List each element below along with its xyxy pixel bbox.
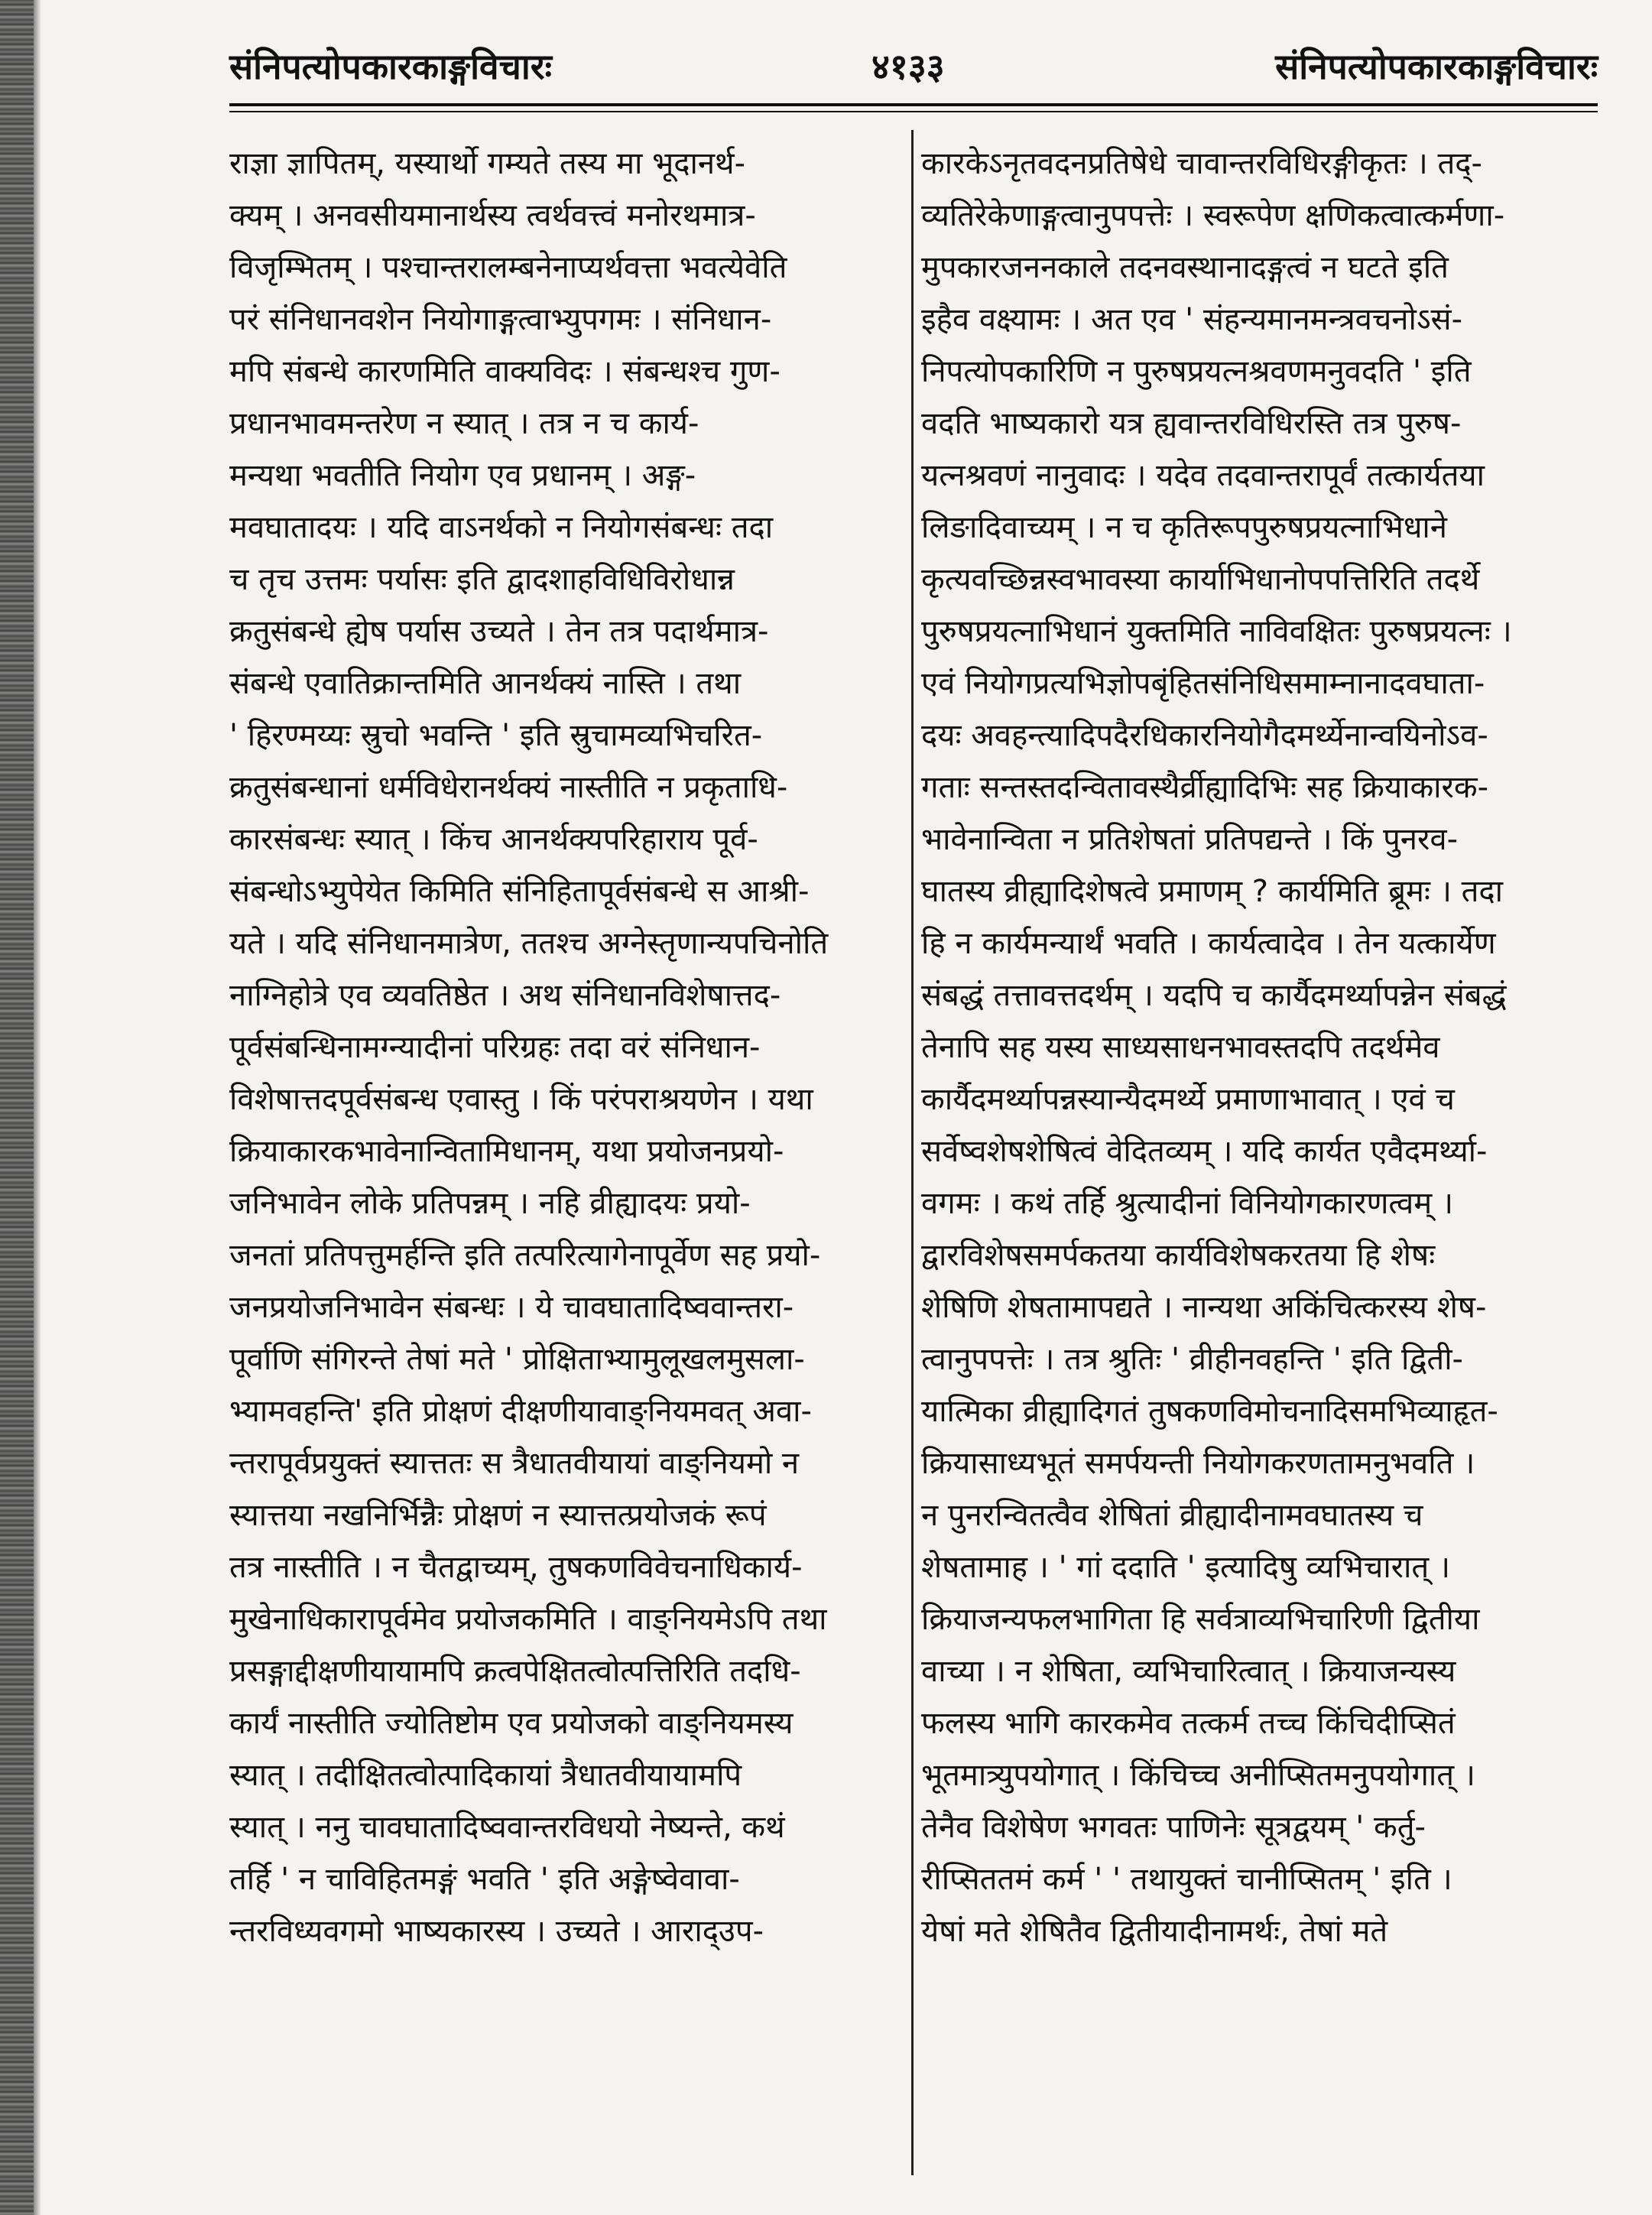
text-line: वगमः । कथं तर्हि श्रुत्यादीनां विनियोगकारणत्वम् । <box>921 1186 1454 1221</box>
header-rule <box>229 103 1598 106</box>
text-line: क्रियासाध्यभूतं समर्पयन्ती नियोगकरणतामनुभवति । <box>921 1446 1475 1481</box>
header-right-title: संनिपत्योपकारकाङ्गविचारः <box>1275 46 1598 87</box>
text-line: यात्मिका व्रीह्यादिगतं तुषकणविमोचनादिसमभिव्याहृत- <box>921 1394 1498 1429</box>
text-line: क्रतुसंबन्धे ह्येष पर्यास उच्यते । तेन तत्र पदार्थमात्र- <box>229 614 769 649</box>
text-line: मवघातादयः । यदि वाऽनर्थको न नियोगसंबन्धः तदा <box>229 510 774 545</box>
text-line: जनिभावेन लोके प्रतिपन्नम् । नहि व्रीह्यादयः प्रयो- <box>229 1186 751 1221</box>
text-line: स्यात् । तदीक्षितत्वोत्पादिकायां त्रैधातवीयायामपि <box>229 1758 742 1793</box>
text-line: भ्यामवहन्ति' इति प्रोक्षणं दीक्षणीयावाङ्नियमवत् अवा- <box>229 1394 812 1429</box>
text-line: कृत्यवच्छिन्नस्वभावस्या कार्याभिधानोपपत्तिरिति तदर्थे <box>921 562 1480 597</box>
text-line: यत्नश्रवणं नानुवादः । यदेव तदवान्तरापूर्वं तत्कार्यतया <box>921 458 1485 493</box>
text-line: राज्ञा ज्ञापितम्, यस्यार्थो गम्यते तस्य मा भूदानर्थ- <box>229 146 746 181</box>
text-line: जनप्रयोजनिभावेन संबन्धः । ये चावघातादिष्ववान्तरा- <box>229 1290 794 1325</box>
text-line: दयः अवहन्त्यादिपदैरधिकारनियोगैदमर्थ्येनान्वयिनोऽव- <box>921 718 1488 753</box>
text-line: द्वारविशेषसमर्पकतया कार्यविशेषकरतया हि शेषः <box>921 1238 1436 1273</box>
text-line: येषां मते शेषितैव द्वितीयादीनामर्थः, तेषां मते <box>921 1914 1388 1949</box>
text-line: संबद्धं तत्तावत्तदर्थम् । यदपि च कार्यैदमर्थ्यापन्नेन संबद्धं <box>921 978 1507 1013</box>
left-text-column <box>229 138 906 1957</box>
text-line: त्वानुपपत्तेः । तत्र श्रुतिः ' व्रीहीनवहन्ति ' इति द्विती- <box>921 1342 1463 1377</box>
text-line: क्यम् । अनवसीयमानार्थस्य त्वर्थवत्त्वं मनोरथमात्र- <box>229 198 756 233</box>
text-line: गताः सन्तस्तदन्वितावस्थैर्व्रीह्यादिभिः सह क्रियाकारक- <box>921 770 1489 805</box>
text-line: पुरुषप्रयत्नाभिधानं युक्तमिति नाविवक्षितः पुरुषप्रयत्नः । <box>921 614 1512 649</box>
text-line: व्यतिरेकेणाङ्गत्वानुपपत्तेः । स्वरूपेण क्षणिकत्वात्कर्मणा- <box>921 198 1505 233</box>
text-line: न पुनरन्वितत्वैव शेषितां व्रीह्यादीनामवघातस्य च <box>921 1498 1423 1533</box>
text-line: कार्यं नास्तीति ज्योतिष्टोम एव प्रयोजको वाङ्नियमस्य <box>229 1706 794 1741</box>
text-line: घातस्य व्रीह्यादिशेषत्वे प्रमाणम् ? कार्यमिति ब्रूमः । तदा <box>921 874 1503 909</box>
text-line: मन्यथा भवतीति नियोग एव प्रधानम् । अङ्ग- <box>229 458 696 493</box>
text-line: तत्र नास्तीति । न चैतद्वाच्यम्, तुषकणविवेचनाधिकार्य- <box>229 1550 803 1585</box>
text-line: न्तरविध्यवगमो भाष्यकारस्य । उच्यते । आराद्उप- <box>229 1914 764 1949</box>
text-line: प्रधानभावमन्तरेण न स्यात् । तत्र न च कार्य- <box>229 406 699 441</box>
text-line: रीप्सिततमं कर्म ' ' तथायुक्तं चानीप्सितम् ' इति । <box>921 1862 1452 1897</box>
text-line: क्रतुसंबन्धानां धर्मविधेरानर्थक्यं नास्तीति न प्रकृताधि- <box>229 770 788 805</box>
text-line: तेनापि सह यस्य साध्यसाधनभावस्तदपि तदर्थमेव <box>921 1030 1440 1065</box>
text-line: विजृम्भितम् । पश्चान्तरालम्बनेनाप्यर्थवत्ता भवत्येवेति <box>229 250 787 285</box>
text-line: जनतां प्रतिपत्तुमर्हन्ति इति तत्परित्यागेनापूर्वेण सह प्रयो- <box>229 1238 821 1273</box>
text-line: प्रसङ्गाद्दीक्षणीयायामपि क्रत्वपेक्षितत्वोत्पत्तिरिति तदधि- <box>229 1654 801 1689</box>
text-line: यते । यदि संनिधानमात्रेण, ततश्च अग्नेस्तृणान्यपचिनोति <box>229 926 829 961</box>
text-line: फलस्य भागि कारकमेव तत्कर्म तच्च किंचिदीप्सितं <box>921 1706 1456 1741</box>
text-line: कार्यैदमर्थ्यापन्नस्यान्यैदमर्थ्ये प्रमाणाभावात् । एवं च <box>921 1082 1455 1117</box>
text-line: ' हिरण्मय्यः स्रुचो भवन्ति ' इति स्रुचामव्यभिचरित- <box>229 718 763 753</box>
text-line: तेनैव विशेषेण भगवतः पाणिनेः सूत्रद्वयम् ' कर्तु- <box>921 1810 1426 1845</box>
text-line: क्रियाजन्यफलभागिता हि सर्वत्राव्यभिचारिणी द्वितीया <box>921 1602 1480 1637</box>
spine-shadow <box>34 0 41 2215</box>
column-divider <box>911 130 914 2175</box>
text-line: शेषिणि शेषतामापद्यते । नान्यथा अकिंचित्करस्य शेष- <box>921 1290 1487 1325</box>
text-line: लिङादिवाच्यम् । न च कृतिरूपपुरुषप्रयत्नाभिधाने <box>921 510 1447 545</box>
text-line: वदति भाष्यकारो यत्र ह्यवान्तरविधिरस्ति तत्र पुरुष- <box>921 406 1462 441</box>
text-line: पूर्वसंबन्धिनामग्न्यादीनां परिग्रहः तदा वरं संनिधान- <box>229 1030 761 1065</box>
text-line: शेषतामाह । ' गां ददाति ' इत्यादिषु व्यभिचारात् । <box>921 1550 1451 1585</box>
text-line: विशेषात्तदपूर्वसंबन्ध एवास्तु । किं परंपराश्रयणेन । यथा <box>229 1082 813 1117</box>
text-line: क्रियाकारकभावेनान्वितामिधानम्, यथा प्रयोजनप्रयो- <box>229 1134 784 1169</box>
text-line: मपि संबन्धे कारणमिति वाक्यविदः । संबन्धश्च गुण- <box>229 354 781 389</box>
text-line: संबन्धोऽभ्युपेयेत किमिति संनिहितापूर्वसंबन्धे स आश्री- <box>229 874 810 909</box>
text-line: पूर्वाणि संगिरन्ते तेषां मते ' प्रोक्षिताभ्यामुलूखलमुसला- <box>229 1342 805 1377</box>
text-line: हि न कार्यमन्यार्थं भवति । कार्यत्वादेव । तेन यत्कार्येण <box>921 926 1496 961</box>
text-line: वाच्या । न शेषिता, व्यभिचारित्वात् । क्रियाजन्यस्य <box>921 1654 1456 1689</box>
text-line: कारकेऽनृतवदनप्रतिषेधे चावान्तरविधिरङ्गीकृतः । तद्- <box>921 146 1482 181</box>
text-line: स्यात्तया नखनिर्भिन्नैः प्रोक्षणं न स्यात्तत्प्रयोजकं रूपं <box>229 1498 767 1533</box>
header-rule-thin <box>229 111 1598 112</box>
text-line: भूतमात्र्युपयोगात् । किंचिच्च अनीप्सितमनुपयोगात् । <box>921 1758 1475 1793</box>
text-line: मुखेनाधिकारापूर्वमेव प्रयोजकमिति । वाङ्नियमेऽपि तथा <box>229 1602 827 1637</box>
text-line: कारसंबन्धः स्यात् । किंच आनर्थक्यपरिहाराय पूर्व- <box>229 822 758 857</box>
text-line: परं संनिधानवशेन नियोगाङ्गत्वाभ्युपगमः । संनिधान- <box>229 302 772 337</box>
text-line: न्तरापूर्वप्रयुक्तं स्यात्ततः स त्रैधातवीयायां वाङ्नियमो न <box>229 1446 800 1481</box>
text-line: नाग्निहोत्रे एव व्यवतिष्ठेत । अथ संनिधानविशेषात्तद- <box>229 978 781 1013</box>
text-line: निपत्योपकारिणि न पुरुषप्रयत्नश्रवणमनुवदति ' इति <box>921 354 1472 389</box>
book-spine-edge <box>0 0 34 2215</box>
page-header <box>229 42 1598 96</box>
header-left-title: संनिपत्योपकारकाङ्गविचारः <box>229 46 552 87</box>
text-line: च तृच उत्तमः पर्यासः इति द्वादशाहविधिविरोधान्न <box>229 562 735 597</box>
text-line: स्यात् । ननु चावघातादिष्ववान्तरविधयो नेष्यन्ते, कथं <box>229 1810 785 1845</box>
text-line: एवं नियोगप्रत्यभिज्ञोपबृंहितसंनिधिसमाम्नानादवघाता- <box>921 666 1485 701</box>
text-line: इहैव वक्ष्यामः । अत एव ' संहन्यमानमन्त्रवचनोऽसं- <box>921 302 1462 337</box>
text-line: भावेनान्विता न प्रतिशेषतां प्रतिपद्यन्ते । किं पुनरव- <box>921 822 1459 857</box>
right-text-column <box>921 138 1598 1957</box>
text-line: संबन्धे एवातिक्रान्तमिति आनर्थक्यं नास्ति । तथा <box>229 666 742 701</box>
text-line: सर्वेष्वशेषशेषित्वं वेदितव्यम् । यदि कार्यत एवैदमर्थ्या- <box>921 1134 1488 1169</box>
text-line: मुपकारजननकाले तदनवस्थानादङ्गत्वं न घटते इति <box>921 250 1449 285</box>
text-line: तर्हि ' न चाविहितमङ्गं भवति ' इति अङ्गेष्वेवावा- <box>229 1862 740 1897</box>
page-number: ४१३३ <box>871 46 945 87</box>
